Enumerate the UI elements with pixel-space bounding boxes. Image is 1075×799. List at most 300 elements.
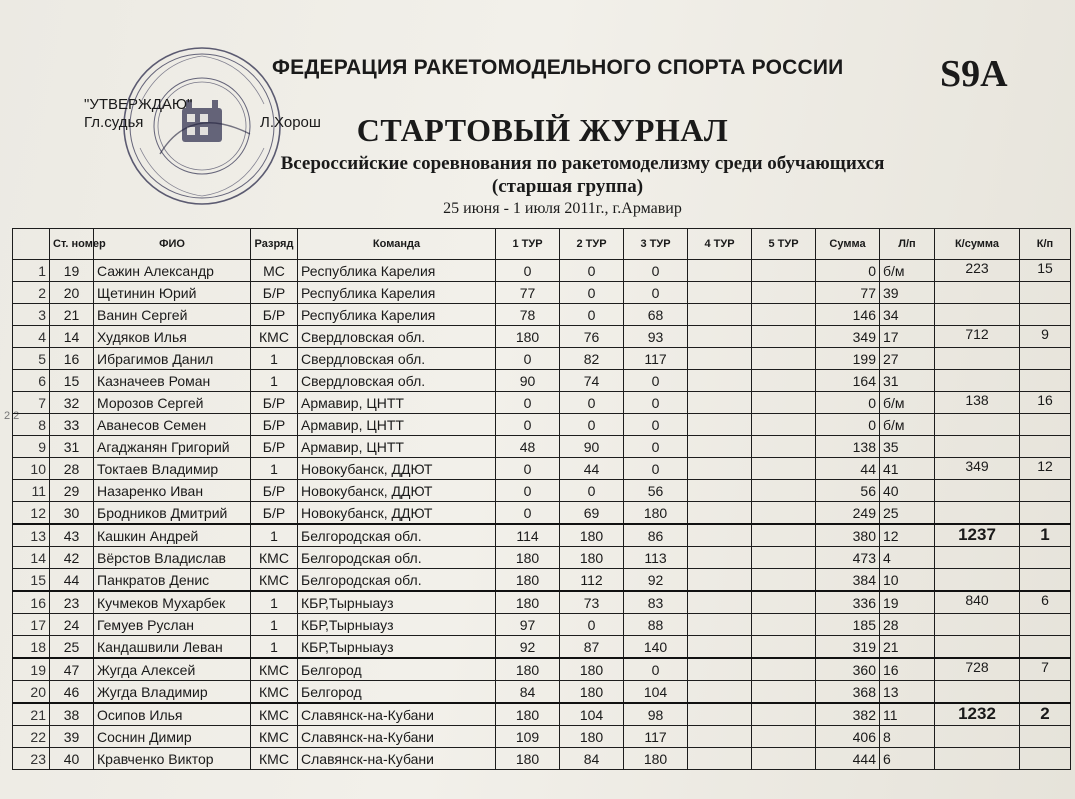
header-round-1: 1 ТУР (496, 229, 560, 260)
start-number: 24 (50, 614, 94, 636)
round-2-score: 84 (560, 748, 624, 770)
start-journal-table (12, 228, 1071, 770)
round-4-score (688, 304, 752, 326)
personal-place: б/м (880, 260, 935, 282)
round-5-score (752, 458, 816, 480)
team-place: 9 (1020, 326, 1071, 348)
round-3-score: 88 (624, 614, 688, 636)
round-1-score: 180 (496, 326, 560, 348)
start-number: 19 (50, 260, 94, 282)
athlete-rank: КМС (251, 726, 298, 748)
round-2-score: 0 (560, 480, 624, 502)
header-round-5: 5 ТУР (752, 229, 816, 260)
team-place (1020, 480, 1071, 502)
team-name: КБР,Тырныауз (298, 591, 496, 614)
athlete-name: Казначеев Роман (94, 370, 251, 392)
round-2-score: 112 (560, 569, 624, 592)
round-5-score (752, 569, 816, 592)
round-2-score: 0 (560, 260, 624, 282)
athlete-rank: Б/Р (251, 392, 298, 414)
personal-place: б/м (880, 414, 935, 436)
round-2-score: 0 (560, 304, 624, 326)
start-number: 25 (50, 636, 94, 659)
team-sum: 712 (935, 326, 1020, 348)
start-number: 47 (50, 658, 94, 681)
round-4-score (688, 547, 752, 569)
round-3-score: 117 (624, 348, 688, 370)
athlete-name: Соснин Димир (94, 726, 251, 748)
personal-place: б/м (880, 392, 935, 414)
table-body (13, 260, 1071, 770)
team-name: Новокубанск, ДДЮТ (298, 458, 496, 480)
round-4-score (688, 569, 752, 592)
round-3-score: 92 (624, 569, 688, 592)
round-1-score: 114 (496, 524, 560, 547)
athlete-name: Кандашвили Леван (94, 636, 251, 659)
athlete-name: Осипов Илья (94, 703, 251, 726)
start-number: 42 (50, 547, 94, 569)
round-4-score (688, 658, 752, 681)
table-row (13, 502, 1071, 525)
athlete-name: Кравченко Виктор (94, 748, 251, 770)
team-sum (935, 480, 1020, 502)
round-5-score (752, 304, 816, 326)
total-sum: 77 (816, 282, 880, 304)
round-2-score: 87 (560, 636, 624, 659)
total-sum: 0 (816, 260, 880, 282)
round-3-score: 0 (624, 370, 688, 392)
total-sum: 56 (816, 480, 880, 502)
team-name: Новокубанск, ДДЮТ (298, 502, 496, 525)
team-sum (935, 370, 1020, 392)
team-sum (935, 614, 1020, 636)
round-4-score (688, 370, 752, 392)
start-number: 40 (50, 748, 94, 770)
team-place (1020, 436, 1071, 458)
athlete-rank: 1 (251, 591, 298, 614)
table-row (13, 260, 1071, 282)
row-index: 6 (13, 370, 50, 392)
personal-place: 41 (880, 458, 935, 480)
table-row (13, 436, 1071, 458)
round-4-score (688, 502, 752, 525)
athlete-rank: Б/Р (251, 436, 298, 458)
personal-place: 11 (880, 703, 935, 726)
start-number: 29 (50, 480, 94, 502)
table-row (13, 703, 1071, 726)
round-3-score: 117 (624, 726, 688, 748)
total-sum: 360 (816, 658, 880, 681)
round-5-score (752, 614, 816, 636)
team-place: 12 (1020, 458, 1071, 480)
team-place (1020, 304, 1071, 326)
team-place (1020, 636, 1071, 659)
row-index: 11 (13, 480, 50, 502)
round-1-score: 180 (496, 703, 560, 726)
row-index: 7 (13, 392, 50, 414)
team-name: Свердловская обл. (298, 326, 496, 348)
round-4-score (688, 414, 752, 436)
team-sum (935, 414, 1020, 436)
round-4-score (688, 282, 752, 304)
athlete-rank: Б/Р (251, 480, 298, 502)
team-name: Белгородская обл. (298, 569, 496, 592)
table-row (13, 636, 1071, 659)
personal-place: 19 (880, 591, 935, 614)
start-number: 23 (50, 591, 94, 614)
athlete-rank: Б/Р (251, 304, 298, 326)
round-4-score (688, 392, 752, 414)
header-round-3: 3 ТУР (624, 229, 688, 260)
round-1-score: 0 (496, 414, 560, 436)
round-5-score (752, 414, 816, 436)
team-name: Белгород (298, 658, 496, 681)
personal-place: 28 (880, 614, 935, 636)
row-index: 12 (13, 502, 50, 525)
round-4-score (688, 260, 752, 282)
round-2-score: 180 (560, 524, 624, 547)
athlete-name: Аванесов Семен (94, 414, 251, 436)
round-3-score: 0 (624, 414, 688, 436)
team-sum: 138 (935, 392, 1020, 414)
round-5-score (752, 726, 816, 748)
total-sum: 473 (816, 547, 880, 569)
row-index: 16 (13, 591, 50, 614)
row-index: 10 (13, 458, 50, 480)
class-code: S9A (940, 53, 1008, 95)
total-sum: 384 (816, 569, 880, 592)
team-place: 6 (1020, 591, 1071, 614)
start-number: 28 (50, 458, 94, 480)
round-2-score: 82 (560, 348, 624, 370)
team-name: Армавир, ЦНТТ (298, 436, 496, 458)
round-2-score: 180 (560, 681, 624, 704)
personal-place: 39 (880, 282, 935, 304)
team-place (1020, 547, 1071, 569)
team-place (1020, 748, 1071, 770)
athlete-name: Вёрстов Владислав (94, 547, 251, 569)
team-sum (935, 726, 1020, 748)
team-name: Свердловская обл. (298, 348, 496, 370)
row-index: 22 (13, 726, 50, 748)
team-sum (935, 348, 1020, 370)
round-5-score (752, 326, 816, 348)
athlete-name: Назаренко Иван (94, 480, 251, 502)
table-row (13, 726, 1071, 748)
round-4-score (688, 458, 752, 480)
table-row (13, 547, 1071, 569)
table-row (13, 392, 1071, 414)
total-sum: 199 (816, 348, 880, 370)
athlete-name: Ибрагимов Данил (94, 348, 251, 370)
round-3-score: 56 (624, 480, 688, 502)
row-index: 5 (13, 348, 50, 370)
header-team-sum: К/сумма (935, 229, 1020, 260)
team-place (1020, 282, 1071, 304)
round-1-score: 180 (496, 658, 560, 681)
round-1-score: 180 (496, 748, 560, 770)
start-number: 46 (50, 681, 94, 704)
row-index: 8 (13, 414, 50, 436)
table-row (13, 591, 1071, 614)
team-name: Республика Карелия (298, 282, 496, 304)
start-number: 38 (50, 703, 94, 726)
team-sum (935, 681, 1020, 704)
team-name: Армавир, ЦНТТ (298, 392, 496, 414)
athlete-rank: 1 (251, 458, 298, 480)
personal-place: 13 (880, 681, 935, 704)
round-1-score: 0 (496, 348, 560, 370)
team-name: Республика Карелия (298, 304, 496, 326)
header-rank: Разряд (251, 229, 298, 260)
round-1-score: 92 (496, 636, 560, 659)
personal-place: 16 (880, 658, 935, 681)
start-number: 31 (50, 436, 94, 458)
personal-place: 31 (880, 370, 935, 392)
row-index: 1 (13, 260, 50, 282)
round-3-score: 0 (624, 658, 688, 681)
table-row (13, 681, 1071, 704)
start-number: 14 (50, 326, 94, 348)
round-3-score: 104 (624, 681, 688, 704)
round-3-score: 0 (624, 282, 688, 304)
team-sum (935, 636, 1020, 659)
round-4-score (688, 748, 752, 770)
round-5-score (752, 524, 816, 547)
athlete-rank: 1 (251, 614, 298, 636)
round-4-score (688, 703, 752, 726)
row-index: 15 (13, 569, 50, 592)
round-5-score (752, 436, 816, 458)
round-5-score (752, 282, 816, 304)
athlete-rank: КМС (251, 703, 298, 726)
personal-place: 8 (880, 726, 935, 748)
row-index: 14 (13, 547, 50, 569)
round-5-score (752, 480, 816, 502)
team-sum: 223 (935, 260, 1020, 282)
round-3-score: 140 (624, 636, 688, 659)
round-2-score: 90 (560, 436, 624, 458)
team-sum: 728 (935, 658, 1020, 681)
athlete-rank: КМС (251, 326, 298, 348)
total-sum: 0 (816, 414, 880, 436)
personal-place: 27 (880, 348, 935, 370)
round-1-score: 78 (496, 304, 560, 326)
header-name: ФИО (94, 229, 251, 260)
total-sum: 368 (816, 681, 880, 704)
round-3-score: 0 (624, 436, 688, 458)
athlete-name: Гемуев Руслан (94, 614, 251, 636)
round-5-score (752, 260, 816, 282)
row-index: 3 (13, 304, 50, 326)
row-index: 23 (13, 748, 50, 770)
table-row (13, 304, 1071, 326)
start-number: 43 (50, 524, 94, 547)
total-sum: 444 (816, 748, 880, 770)
round-1-score: 0 (496, 502, 560, 525)
chief-judge-label: Гл.судья (84, 114, 144, 131)
personal-place: 12 (880, 524, 935, 547)
table-row (13, 282, 1071, 304)
personal-place: 40 (880, 480, 935, 502)
round-3-score: 0 (624, 392, 688, 414)
row-index: 2 (13, 282, 50, 304)
round-1-score: 0 (496, 480, 560, 502)
row-index: 9 (13, 436, 50, 458)
total-sum: 406 (816, 726, 880, 748)
athlete-rank: КМС (251, 658, 298, 681)
table-row (13, 414, 1071, 436)
round-3-score: 98 (624, 703, 688, 726)
team-name: Белгород (298, 681, 496, 704)
round-1-score: 90 (496, 370, 560, 392)
team-place (1020, 569, 1071, 592)
athlete-name: Кучмеков Мухарбек (94, 591, 251, 614)
round-1-score: 0 (496, 260, 560, 282)
team-sum: 1232 (935, 703, 1020, 726)
header-sum: Сумма (816, 229, 880, 260)
round-3-score: 0 (624, 458, 688, 480)
start-number: 44 (50, 569, 94, 592)
team-sum (935, 304, 1020, 326)
round-4-score (688, 326, 752, 348)
total-sum: 349 (816, 326, 880, 348)
round-4-score (688, 480, 752, 502)
team-sum: 1237 (935, 524, 1020, 547)
team-sum (935, 502, 1020, 525)
round-4-score (688, 591, 752, 614)
team-place: 2 (1020, 703, 1071, 726)
start-number: 32 (50, 392, 94, 414)
team-name: КБР,Тырныауз (298, 636, 496, 659)
round-2-score: 76 (560, 326, 624, 348)
athlete-name: Токтаев Владимир (94, 458, 251, 480)
round-1-score: 0 (496, 458, 560, 480)
round-1-score: 0 (496, 392, 560, 414)
round-1-score: 180 (496, 569, 560, 592)
total-sum: 185 (816, 614, 880, 636)
chief-judge-name: Л.Хорош (260, 114, 321, 131)
round-1-score: 97 (496, 614, 560, 636)
team-name: Республика Карелия (298, 260, 496, 282)
round-3-score: 180 (624, 502, 688, 525)
team-name: КБР,Тырныауз (298, 614, 496, 636)
athlete-rank: Б/Р (251, 414, 298, 436)
table-row (13, 480, 1071, 502)
athlete-name: Агаджанян Григорий (94, 436, 251, 458)
start-number: 33 (50, 414, 94, 436)
row-index: 21 (13, 703, 50, 726)
team-name: Армавир, ЦНТТ (298, 414, 496, 436)
personal-place: 4 (880, 547, 935, 569)
team-place (1020, 502, 1071, 525)
team-sum (935, 282, 1020, 304)
start-number: 21 (50, 304, 94, 326)
table-row (13, 524, 1071, 547)
athlete-rank: Б/Р (251, 502, 298, 525)
total-sum: 164 (816, 370, 880, 392)
start-number: 16 (50, 348, 94, 370)
round-5-score (752, 748, 816, 770)
round-2-score: 74 (560, 370, 624, 392)
athlete-name: Щетинин Юрий (94, 282, 251, 304)
total-sum: 382 (816, 703, 880, 726)
header-round-2: 2 ТУР (560, 229, 624, 260)
round-4-score (688, 614, 752, 636)
round-1-score: 77 (496, 282, 560, 304)
round-3-score: 93 (624, 326, 688, 348)
team-sum (935, 436, 1020, 458)
athlete-rank: Б/Р (251, 282, 298, 304)
total-sum: 336 (816, 591, 880, 614)
table-row (13, 748, 1071, 770)
approval-label: "УТВЕРЖДАЮ" (84, 96, 193, 113)
header-round-4: 4 ТУР (688, 229, 752, 260)
team-place (1020, 726, 1071, 748)
total-sum: 146 (816, 304, 880, 326)
total-sum: 0 (816, 392, 880, 414)
athlete-rank: МС (251, 260, 298, 282)
table-row (13, 348, 1071, 370)
round-5-score (752, 703, 816, 726)
athlete-rank: 1 (251, 348, 298, 370)
table-row (13, 614, 1071, 636)
round-4-score (688, 636, 752, 659)
round-4-score (688, 681, 752, 704)
total-sum: 44 (816, 458, 880, 480)
start-number: 15 (50, 370, 94, 392)
round-5-score (752, 547, 816, 569)
page-title: СТАРТОВЫЙ ЖУРНАЛ (356, 112, 729, 148)
round-1-score: 180 (496, 547, 560, 569)
personal-place: 17 (880, 326, 935, 348)
row-index: 4 (13, 326, 50, 348)
team-name: Белгородская обл. (298, 547, 496, 569)
round-2-score: 44 (560, 458, 624, 480)
athlete-rank: 1 (251, 636, 298, 659)
row-index: 13 (13, 524, 50, 547)
round-3-score: 0 (624, 260, 688, 282)
athlete-rank: КМС (251, 547, 298, 569)
row-index: 18 (13, 636, 50, 659)
round-3-score: 83 (624, 591, 688, 614)
athlete-rank: КМС (251, 569, 298, 592)
row-index: 20 (13, 681, 50, 704)
table-header-row (13, 229, 1071, 260)
margin-mark: 2 2 (4, 410, 20, 422)
team-place: 16 (1020, 392, 1071, 414)
athlete-name: Морозов Сергей (94, 392, 251, 414)
team-name: Славянск-на-Кубани (298, 703, 496, 726)
round-1-score: 84 (496, 681, 560, 704)
athlete-rank: КМС (251, 681, 298, 704)
table-row (13, 458, 1071, 480)
round-5-score (752, 636, 816, 659)
header-index (13, 229, 50, 260)
athlete-name: Жугда Алексей (94, 658, 251, 681)
athlete-name: Худяков Илья (94, 326, 251, 348)
header-personal-place: Л/п (880, 229, 935, 260)
federation-name: ФЕДЕРАЦИЯ РАКЕТОМОДЕЛЬНОГО СПОРТА РОССИИ (272, 56, 844, 79)
round-2-score: 0 (560, 392, 624, 414)
round-5-score (752, 658, 816, 681)
round-2-score: 0 (560, 282, 624, 304)
team-sum: 349 (935, 458, 1020, 480)
team-sum (935, 547, 1020, 569)
athlete-name: Кашкин Андрей (94, 524, 251, 547)
table-row (13, 569, 1071, 592)
athlete-rank: КМС (251, 748, 298, 770)
